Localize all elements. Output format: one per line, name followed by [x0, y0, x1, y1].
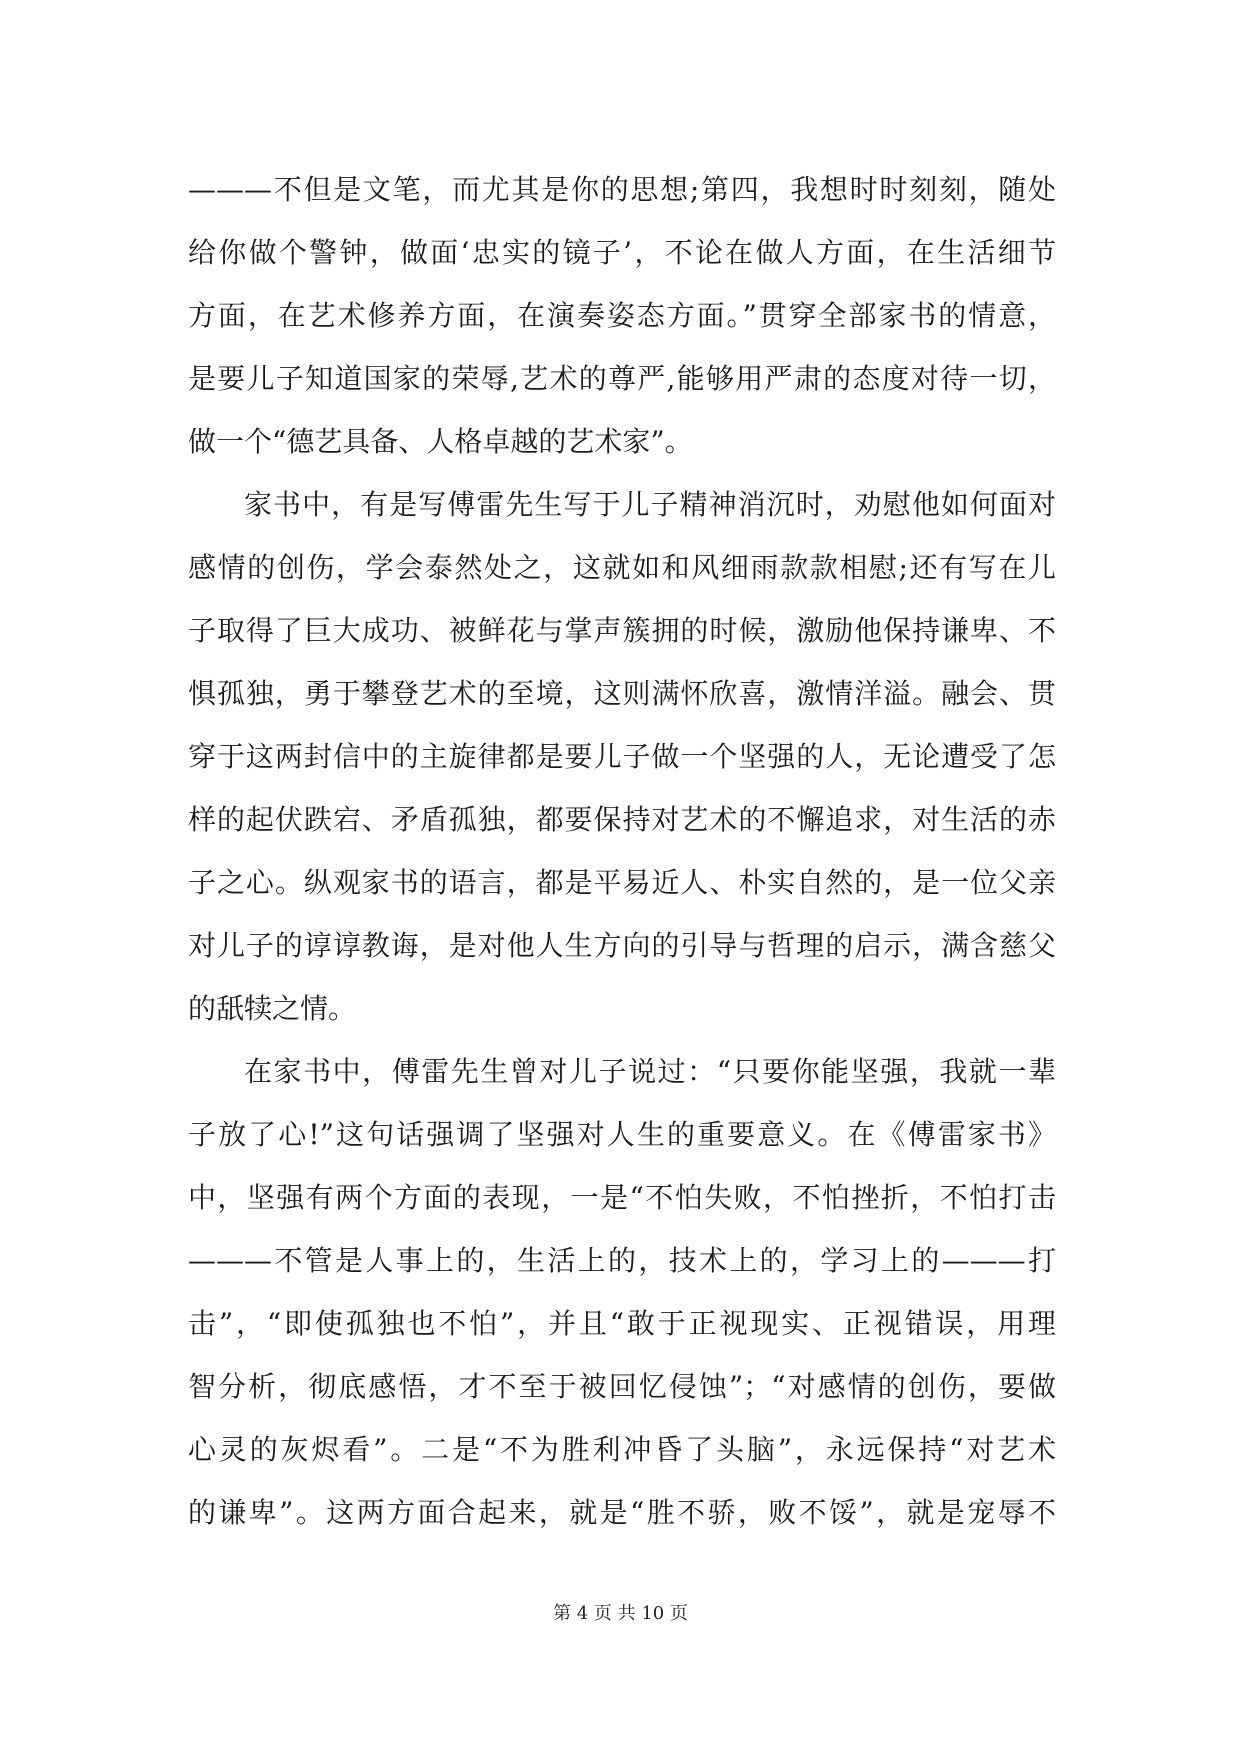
text-line: 家书中，有是写傅雷先生写于儿子精神消沉时，劝慰他如何面对 — [244, 488, 1056, 521]
text-line: 子放了心!”这句话强调了坚强对人生的重要意义。在《傅雷家书》 — [188, 1118, 1056, 1151]
text-line: 是要儿子知道国家的荣辱,艺术的尊严,能够用严肃的态度对待一切， — [188, 362, 1056, 395]
text-line: 穿于这两封信中的主旋律都是要儿子做一个坚强的人，无论遭受了怎 — [188, 740, 1056, 773]
text-line: 对儿子的谆谆教诲，是对他人生方向的引导与哲理的启示，满含慈父 — [188, 929, 1056, 962]
body-text — [188, 158, 1056, 1544]
text-line: 给你做个警钟，做面‘忠实的镜子’，不论在做人方面，在生活细节 — [188, 236, 1056, 269]
text-line: 智分析，彻底感悟，才不至于被回忆侵蚀”；“对感情的创伤，要做 — [188, 1370, 1056, 1403]
text-line: 方面，在艺术修养方面，在演奏姿态方面。”贯穿全部家书的情意， — [188, 299, 1056, 332]
text-line: 子取得了巨大成功、被鲜花与掌声簇拥的时候，激励他保持谦卑、不 — [188, 614, 1056, 647]
text-line: 样的起伏跌宕、矛盾孤独，都要保持对艺术的不懈追求，对生活的赤 — [188, 803, 1056, 836]
text-line: 击”，“即使孤独也不怕”，并且“敢于正视现实、正视错误，用理 — [188, 1307, 1056, 1340]
text-line: 在家书中，傅雷先生曾对儿子说过：“只要你能坚强，我就一辈 — [244, 1055, 1056, 1088]
text-line: 的舐犊之情。 — [188, 992, 357, 1025]
text-line: 的谦卑”。这两方面合起来，就是“胜不骄，败不馁”，就是宠辱不 — [188, 1496, 1056, 1529]
text-line: ———不管是人事上的，生活上的，技术上的，学习上的———打 — [188, 1244, 1056, 1277]
text-line: ———不但是文笔，而尤其是你的思想;第四，我想时时刻刻，随处 — [188, 173, 1056, 206]
text-line: 心灵的灰烬看”。二是“不为胜利冲昏了头脑”，永远保持“对艺术 — [188, 1433, 1056, 1466]
text-line: 中，坚强有两个方面的表现，一是“不怕失败，不怕挫折，不怕打击 — [188, 1181, 1056, 1214]
page-number-footer: 第 4 页 共 10 页 — [553, 1603, 688, 1624]
text-line: 惧孤独，勇于攀登艺术的至境，这则满怀欣喜，激情洋溢。融会、贯 — [188, 677, 1056, 710]
text-line: 做一个“德艺具备、人格卓越的艺术家”。 — [188, 425, 693, 458]
text-line: 感情的创伤，学会泰然处之，这就如和风细雨款款相慰;还有写在儿 — [188, 551, 1056, 584]
text-line: 子之心。纵观家书的语言，都是平易近人、朴实自然的，是一位父亲 — [188, 866, 1056, 899]
